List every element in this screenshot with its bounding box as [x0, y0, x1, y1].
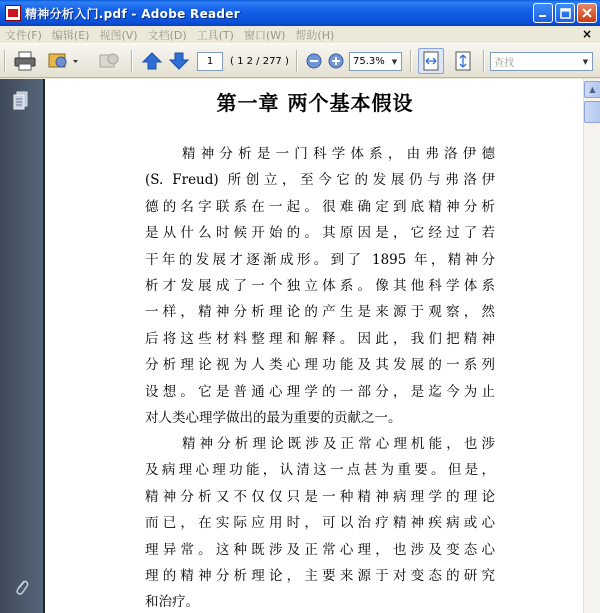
maximize-icon	[560, 8, 571, 19]
page-number-input[interactable]: 1	[197, 52, 223, 71]
menu-bar	[0, 26, 600, 43]
menu-help[interactable]: 帮助(H)	[295, 28, 335, 42]
navigation-panel	[0, 79, 43, 613]
zoom-level-select[interactable]	[349, 52, 402, 71]
close-button[interactable]	[577, 3, 597, 23]
title-bar	[0, 0, 600, 26]
window-controls	[533, 3, 597, 23]
toolbar-separator	[483, 50, 485, 72]
fit-page-button[interactable]	[451, 49, 475, 73]
zoom-out-icon	[306, 53, 322, 69]
pages-panel-button[interactable]	[11, 91, 31, 111]
text-line: 精神分析又不仅仅只是一种精神病理学的理论	[145, 488, 495, 505]
next-page-icon	[169, 51, 189, 71]
text-line: 是从什么时候开始的。其原因是，它经过了若	[145, 225, 495, 242]
fit-width-button[interactable]	[418, 48, 444, 74]
vertical-scrollbar[interactable]	[583, 79, 600, 613]
chevron-down-icon: ▼	[582, 57, 589, 66]
text-line: 后将这些材料整理和解释。因此，我们把精神	[145, 330, 495, 347]
page-count: ( 1 2 / 277 )	[230, 56, 289, 67]
pages-icon	[13, 91, 29, 111]
window-title: 精神分析入门.pdf - Adobe Reader	[25, 6, 240, 21]
text-line: 析才发展成了一个独立体系。像其他科学体系	[145, 277, 495, 294]
chapter-title: 第一章 两个基本假设	[216, 91, 414, 115]
zoom-in-icon	[328, 53, 344, 69]
toolbar-separator	[4, 50, 6, 72]
menu-file[interactable]: 文件(F)	[5, 28, 42, 42]
fit-width-icon	[422, 51, 440, 71]
menu-tools[interactable]: 工具(T)	[196, 28, 234, 42]
previous-page-button[interactable]	[140, 49, 164, 73]
collaborate-icon	[98, 51, 120, 71]
text-line: 德的名字联系在一起。很难确定到底精神分析	[145, 198, 495, 215]
menu-view[interactable]: 视图(V)	[99, 28, 138, 42]
paragraph-2	[145, 431, 495, 613]
attachments-icon	[13, 577, 29, 597]
text-line: 一样，精神分析理论的产生是来源于观察，然	[145, 304, 495, 321]
email-button[interactable]	[46, 49, 82, 73]
toolbar-separator	[296, 50, 298, 72]
text-line: 对人类心理学做出的最为重要的贡献之一。	[145, 409, 402, 426]
fit-page-icon	[454, 51, 472, 71]
chevron-down-icon: ▼	[391, 57, 398, 66]
text-line: 理异常。这种既涉及正常心理，也涉及变态心	[145, 541, 495, 558]
text-line: 干年的发展才逐渐成形。到了 1895 年，精神分	[145, 251, 495, 268]
attachments-panel-button[interactable]	[11, 577, 31, 597]
previous-page-icon	[142, 51, 162, 71]
zoom-out-button[interactable]	[305, 52, 323, 70]
toolbar	[0, 43, 600, 78]
menu-document[interactable]: 文档(D)	[147, 28, 187, 42]
print-button[interactable]	[12, 49, 38, 73]
menu-edit[interactable]: 编辑(E)	[51, 28, 90, 42]
menu-window[interactable]: 窗口(W)	[243, 28, 286, 42]
text-line: 精神分析是一门科学体系，由弗洛伊德	[182, 146, 495, 162]
text-line: 理的精神分析理论，主要来源于对变态的研究	[145, 567, 495, 584]
text-line: 和治疗。	[145, 594, 199, 611]
toolbar-separator	[410, 50, 412, 72]
minimize-button[interactable]	[533, 3, 553, 23]
document-close-button[interactable]: ×	[581, 27, 592, 41]
search-placeholder: 查找	[494, 58, 514, 69]
document-view[interactable]	[43, 79, 583, 613]
zoom-level-value: 75.3%	[353, 56, 385, 67]
text-line: 精神分析理论既涉及正常心理机能，也涉	[182, 436, 495, 452]
next-page-button[interactable]	[167, 49, 191, 73]
search-input[interactable]	[490, 52, 593, 71]
toolbar-separator	[131, 50, 133, 72]
collaborate-button[interactable]	[96, 49, 122, 73]
scroll-up-button[interactable]: ▲	[584, 81, 600, 98]
text-line: (S. Freud) 所创立，至今它的发展仍与弗洛伊	[145, 172, 495, 189]
text-line: 及病理心理功能，认清这一点甚为重要。但是，	[145, 462, 495, 479]
text-line: 设想。它是普通心理学的一部分，是迄今为止	[145, 383, 495, 400]
maximize-button[interactable]	[555, 3, 575, 23]
email-icon	[47, 51, 81, 71]
zoom-in-button[interactable]	[327, 52, 345, 70]
text-line: 分析理论视为人类心理功能及其发展的一系列	[145, 357, 495, 374]
print-icon	[14, 51, 36, 71]
scroll-thumb[interactable]	[584, 101, 600, 123]
text-line: 而已，在实际应用时，可以治疗精神疾病或心	[145, 515, 495, 532]
adobe-reader-icon	[5, 5, 21, 21]
minimize-icon	[538, 8, 548, 18]
paragraph-1	[145, 141, 495, 431]
close-icon	[582, 8, 592, 18]
